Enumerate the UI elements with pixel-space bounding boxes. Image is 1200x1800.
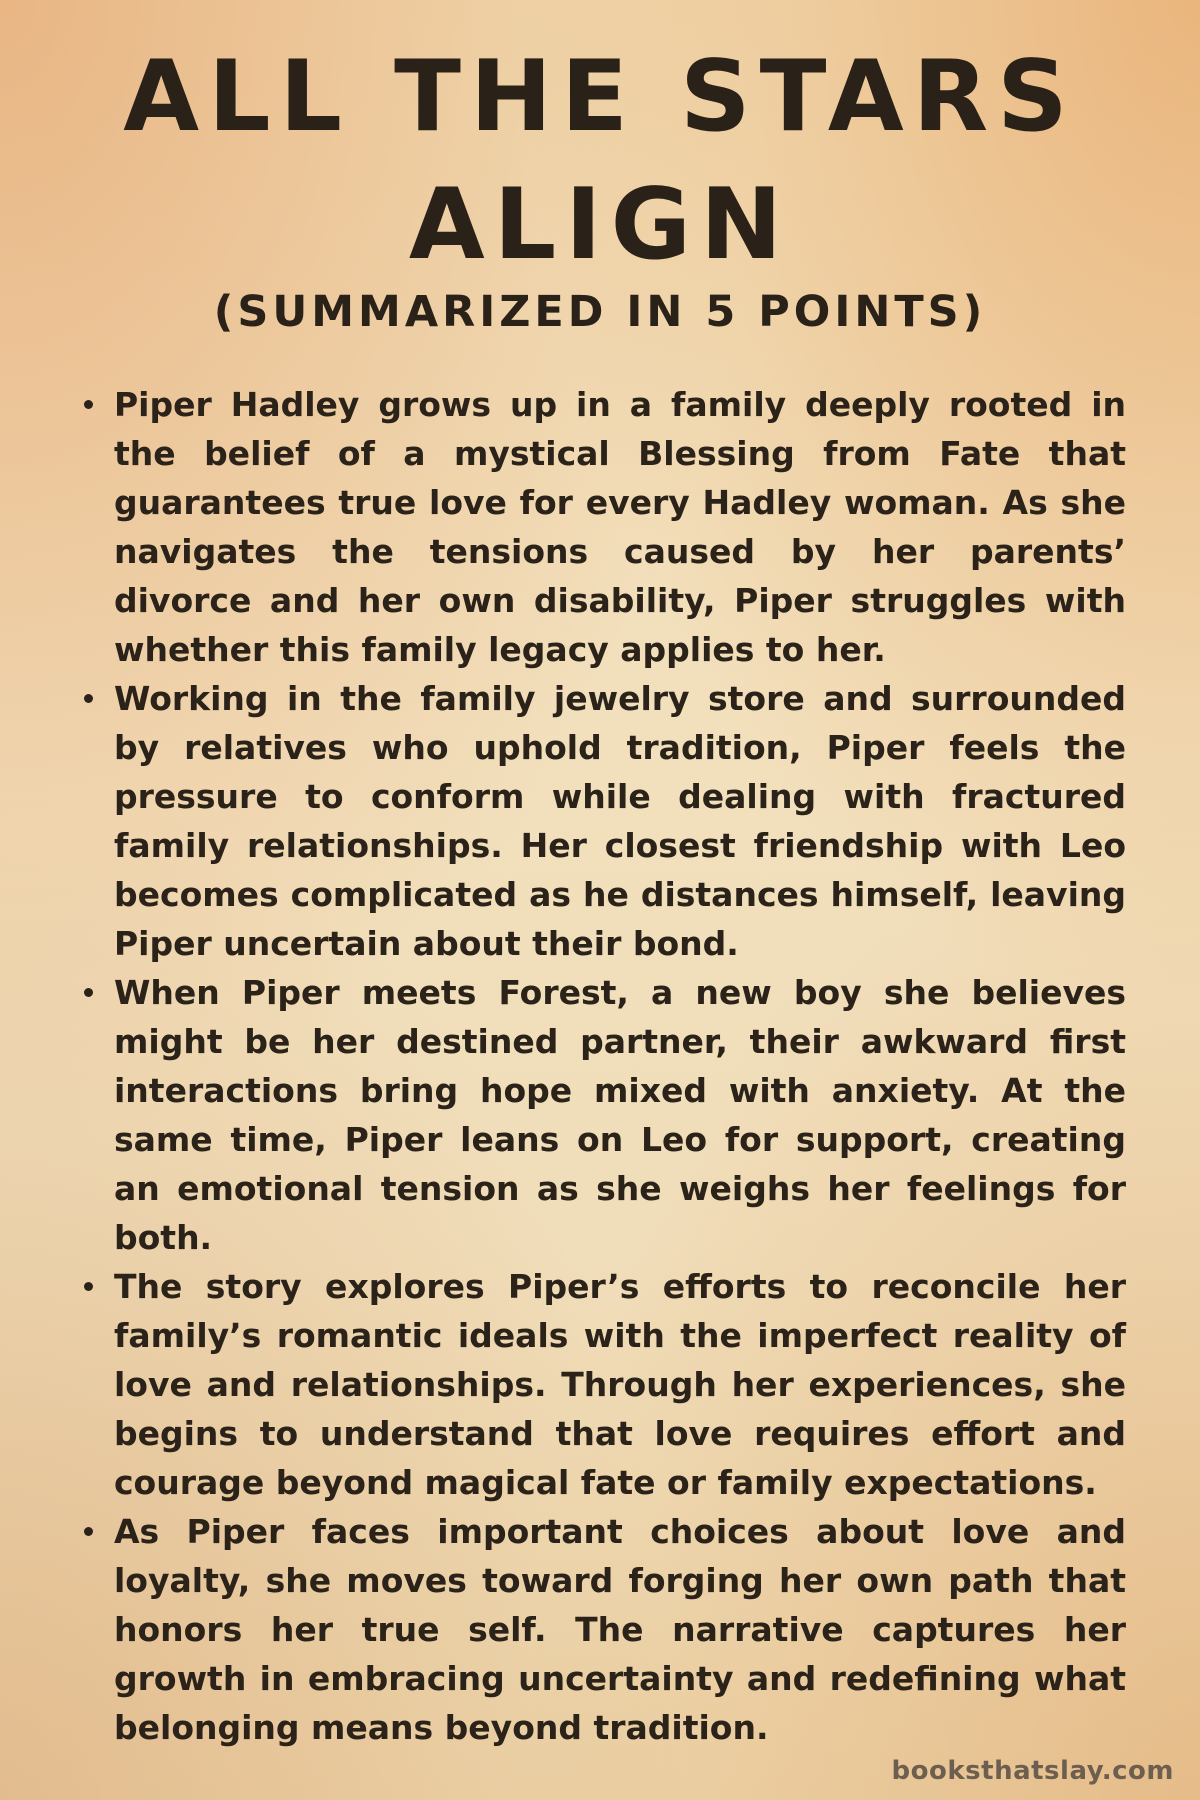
summary-point-5 bbox=[82, 1507, 1126, 1752]
bullet-icon bbox=[84, 1282, 93, 1291]
book-title-line-1: ALL THE STARS bbox=[123, 40, 1077, 154]
summary-point-1 bbox=[82, 380, 1126, 674]
summary-point-text: As Piper faces important choices about love and loyalty, she moves toward forging her own path that honors her true self. The narrative captures her growth in embracing uncertainty and redefining what belonging means beyond tradition. bbox=[114, 1512, 1126, 1747]
bullet-icon bbox=[84, 988, 93, 997]
source-website: booksthatslay.com bbox=[891, 1756, 1174, 1786]
bullet-icon bbox=[84, 400, 93, 409]
summary-points-list bbox=[82, 380, 1126, 1752]
summary-point-text: The story explores Piper’s efforts to reconcile her family’s romantic ideals with the imperfect reality of love and relationships. Through her experiences, she begins to understand that love requires effort and courage beyond magical fate or family expectations. bbox=[114, 1267, 1126, 1502]
summary-point-text: Working in the family jewelry store and surrounded by relatives who uphold tradition, Piper feels the pressure to conform while dealing with fractured family relationships. Her closest friendship with Leo becomes complicated as he distances himself, leaving Piper uncertain about their bond. bbox=[114, 679, 1126, 963]
subtitle: (SUMMARIZED IN 5 POINTS) bbox=[213, 287, 987, 337]
summary-point-text: Piper Hadley grows up in a family deeply rooted in the belief of a mystical Blessing from Fate that guarantees true love for every Hadley woman. As she navigates the tensions caused by her parents’ divorce and her own disability, Piper struggles with whether this family legacy applies to her. bbox=[114, 385, 1126, 669]
bullet-icon bbox=[84, 1527, 93, 1536]
book-title-line-2: ALIGN bbox=[408, 168, 792, 282]
summary-point-text: When Piper meets Forest, a new boy she believes might be her destined partner, their awkward first interactions bring hope mixed with anxiety. At the same time, Piper leans on Leo for support, creating an emotional tension as she weighs her feelings for both. bbox=[114, 973, 1126, 1257]
summary-point-2 bbox=[82, 674, 1126, 968]
bullet-icon bbox=[84, 694, 93, 703]
summary-point-3 bbox=[82, 968, 1126, 1262]
summary-point-4 bbox=[82, 1262, 1126, 1507]
